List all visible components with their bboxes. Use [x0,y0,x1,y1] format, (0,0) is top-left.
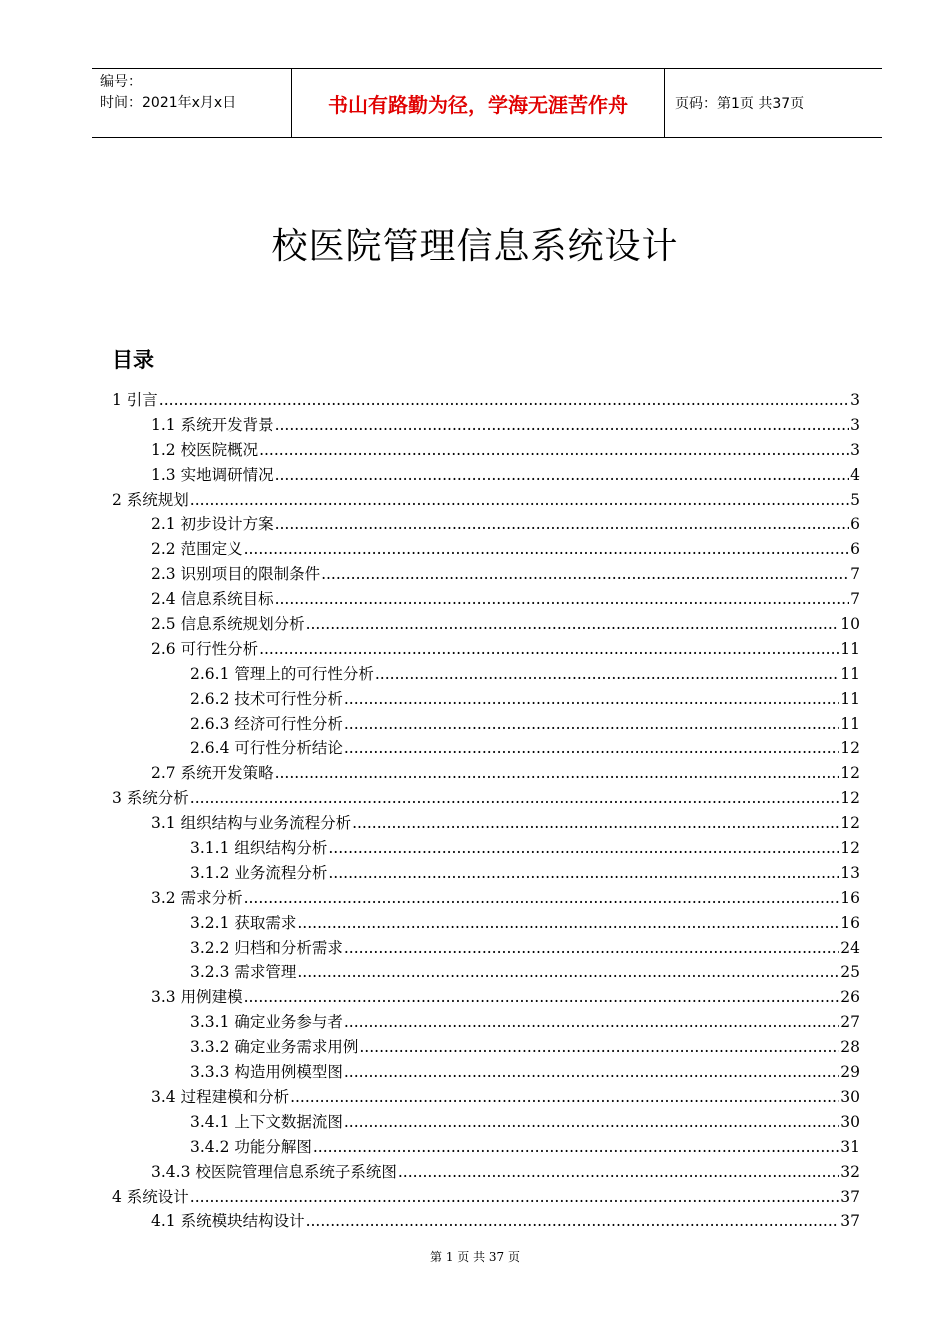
toc-entry-page: 16 [840,913,860,932]
toc-entry-label: 2.5 信息系统规划分析 [151,615,305,634]
toc-entry-page: 12 [840,789,860,808]
toc-leader-dots [344,739,839,757]
toc-entry-label: 3.2.1 获取需求 [190,913,297,932]
toc-entry-label: 2.2 范围定义 [151,540,243,559]
header-page-info: 页码：第1页 共37页 [675,96,805,112]
toc-entry[interactable] [112,911,860,936]
toc-entry-page: 37 [840,1212,860,1231]
toc-heading: 目录 [112,348,154,372]
toc-entry-page: 26 [840,988,860,1007]
toc-entry-label: 3.2.2 归档和分析需求 [190,938,343,957]
toc-leader-dots [259,441,849,459]
toc-leader-dots [344,939,839,957]
toc-entry[interactable] [112,886,860,911]
toc-entry[interactable] [112,687,860,712]
toc-entry-page: 25 [840,963,860,982]
toc-entry-page: 27 [840,1013,860,1032]
toc-leader-dots [328,839,839,857]
toc-entry-page: 3 [850,415,860,434]
toc-entry-label: 2.4 信息系统目标 [151,590,274,609]
toc-entry-label: 3.1 组织结构与业务流程分析 [151,814,352,833]
toc-entry-label: 3.1.2 业务流程分析 [190,863,328,882]
toc-entry-page: 16 [840,888,860,907]
toc-entry-label: 2.6.3 经济可行性分析 [190,714,343,733]
toc-entry-label: 3 系统分析 [112,789,189,808]
toc-leader-dots [328,864,839,882]
toc-entry-label: 3.2.3 需求管理 [190,963,297,982]
toc-entry-label: 3.4.1 上下文数据流图 [190,1112,343,1131]
toc-entry[interactable] [112,836,860,861]
toc-leader-dots [275,466,850,484]
header-meta [92,69,292,137]
toc-entry[interactable] [112,936,860,961]
toc-entry[interactable] [112,712,860,737]
toc-entry-page: 31 [840,1137,860,1156]
toc-leader-dots [352,814,839,832]
toc-entry-page: 24 [840,938,860,957]
toc-leader-dots [190,1188,839,1206]
toc-entry-label: 3.3.2 确定业务需求用例 [190,1038,359,1057]
toc-entry[interactable] [112,1110,860,1135]
toc-entry[interactable] [112,761,860,786]
table-of-contents [112,388,860,1234]
toc-entry-page: 6 [850,540,860,559]
toc-leader-dots [306,1212,840,1230]
toc-entry[interactable] [112,1060,860,1085]
toc-entry[interactable] [112,811,860,836]
toc-leader-dots [190,491,849,509]
toc-entry-page: 3 [850,440,860,459]
toc-leader-dots [344,715,839,733]
toc-entry-label: 4 系统设计 [112,1187,189,1206]
toc-entry[interactable] [112,587,860,612]
toc-entry[interactable] [112,985,860,1010]
toc-entry-page: 30 [840,1112,860,1131]
toc-entry-page: 3 [850,391,860,409]
header-time-label: 时间：2021年x月x日 [100,95,237,111]
toc-entry[interactable] [112,960,860,985]
toc-entry[interactable] [112,438,860,463]
toc-entry-page: 11 [840,714,860,733]
toc-leader-dots [275,590,850,608]
toc-leader-dots [321,565,849,583]
toc-entry-page: 13 [840,863,860,882]
toc-entry[interactable] [112,1010,860,1035]
toc-entry-page: 37 [840,1187,860,1206]
toc-entry-page: 7 [850,590,860,609]
toc-entry-label: 2.6 可行性分析 [151,639,259,658]
toc-leader-dots [275,764,840,782]
toc-entry[interactable] [112,512,860,537]
toc-entry-label: 2.3 识别项目的限制条件 [151,565,321,584]
toc-leader-dots [306,615,840,633]
toc-entry[interactable] [112,413,860,438]
toc-entry-page: 10 [840,615,860,634]
toc-leader-dots [275,515,850,533]
toc-entry[interactable] [112,1135,860,1160]
toc-leader-dots [244,988,840,1006]
toc-leader-dots [344,1013,839,1031]
toc-leader-dots [290,1088,839,1106]
toc-leader-dots [398,1163,839,1181]
document-header [92,68,882,138]
toc-entry-page: 11 [840,689,860,708]
toc-entry[interactable] [112,861,860,886]
toc-leader-dots [344,1113,839,1131]
toc-leader-dots [375,665,839,683]
toc-entry-label: 2.1 初步设计方案 [151,515,274,534]
toc-entry-label: 3.3.3 构造用例模型图 [190,1063,343,1082]
toc-entry[interactable] [112,537,860,562]
toc-entry[interactable] [112,786,860,811]
toc-entry[interactable] [112,463,860,488]
toc-entry-label: 1.3 实地调研情况 [151,465,274,484]
toc-entry-page: 28 [840,1038,860,1057]
toc-entry-label: 3.4.2 功能分解图 [190,1137,312,1156]
toc-entry-page: 12 [840,764,860,783]
toc-leader-dots [190,789,839,807]
toc-entry[interactable] [112,1185,860,1210]
toc-entry-label: 4.1 系统模块结构设计 [151,1212,305,1231]
toc-entry-label: 2 系统规划 [112,490,189,509]
toc-entry-label: 2.6.1 管理上的可行性分析 [190,664,374,683]
toc-entry[interactable] [112,488,860,513]
toc-entry-page: 12 [840,739,860,758]
toc-entry[interactable] [112,736,860,761]
toc-entry-page: 12 [840,839,860,858]
toc-leader-dots [297,963,839,981]
toc-leader-dots [344,1063,839,1081]
header-motto: 书山有路勤为径，学海无涯苦作舟 [292,69,665,137]
page-footer: 第 1 页 共 37 页 [430,1250,520,1264]
toc-entry-label: 3.3 用例建模 [151,988,243,1007]
toc-leader-dots [244,540,850,558]
toc-entry[interactable] [112,1035,860,1060]
toc-entry-page: 12 [840,814,860,833]
toc-leader-dots [275,416,850,434]
toc-entry-page: 29 [840,1063,860,1082]
toc-entry-label: 1.2 校医院概况 [151,440,259,459]
toc-entry[interactable] [112,562,860,587]
header-number-label: 编号： [100,74,142,90]
toc-entry-label: 1 引言 [112,391,158,409]
toc-leader-dots [244,889,840,907]
toc-entry-label: 3.1.1 组织结构分析 [190,839,328,858]
toc-leader-dots [313,1138,839,1156]
toc-leader-dots [159,391,849,409]
toc-entry[interactable] [112,388,860,413]
toc-entry-page: 11 [840,664,860,683]
toc-entry-page: 30 [840,1087,860,1106]
toc-entry-page: 32 [840,1162,860,1181]
toc-entry-label: 1.1 系统开发背景 [151,415,274,434]
toc-entry[interactable] [112,662,860,687]
toc-entry-page: 6 [850,515,860,534]
toc-entry-page: 4 [850,465,860,484]
toc-entry[interactable] [112,612,860,637]
toc-entry-page: 7 [850,565,860,584]
toc-leader-dots [359,1038,839,1056]
toc-entry-label: 2.6.2 技术可行性分析 [190,689,343,708]
toc-leader-dots [297,914,839,932]
toc-entry[interactable] [112,1085,860,1110]
toc-entry[interactable] [112,637,860,662]
toc-entry-label: 3.4 过程建模和分析 [151,1087,290,1106]
toc-entry-label: 2.6.4 可行性分析结论 [190,739,343,758]
toc-entry[interactable] [112,1160,860,1185]
toc-leader-dots [259,640,839,658]
toc-entry-label: 3.3.1 确定业务参与者 [190,1013,343,1032]
document-title: 校医院管理信息系统设计 [271,226,679,267]
toc-entry[interactable] [112,1209,860,1234]
toc-entry-label: 3.4.3 校医院管理信息系统子系统图 [151,1162,397,1181]
toc-entry-page: 11 [840,639,860,658]
toc-leader-dots [344,690,839,708]
toc-entry-label: 2.7 系统开发策略 [151,764,274,783]
toc-entry-label: 3.2 需求分析 [151,888,243,907]
toc-entry-page: 5 [850,490,860,509]
